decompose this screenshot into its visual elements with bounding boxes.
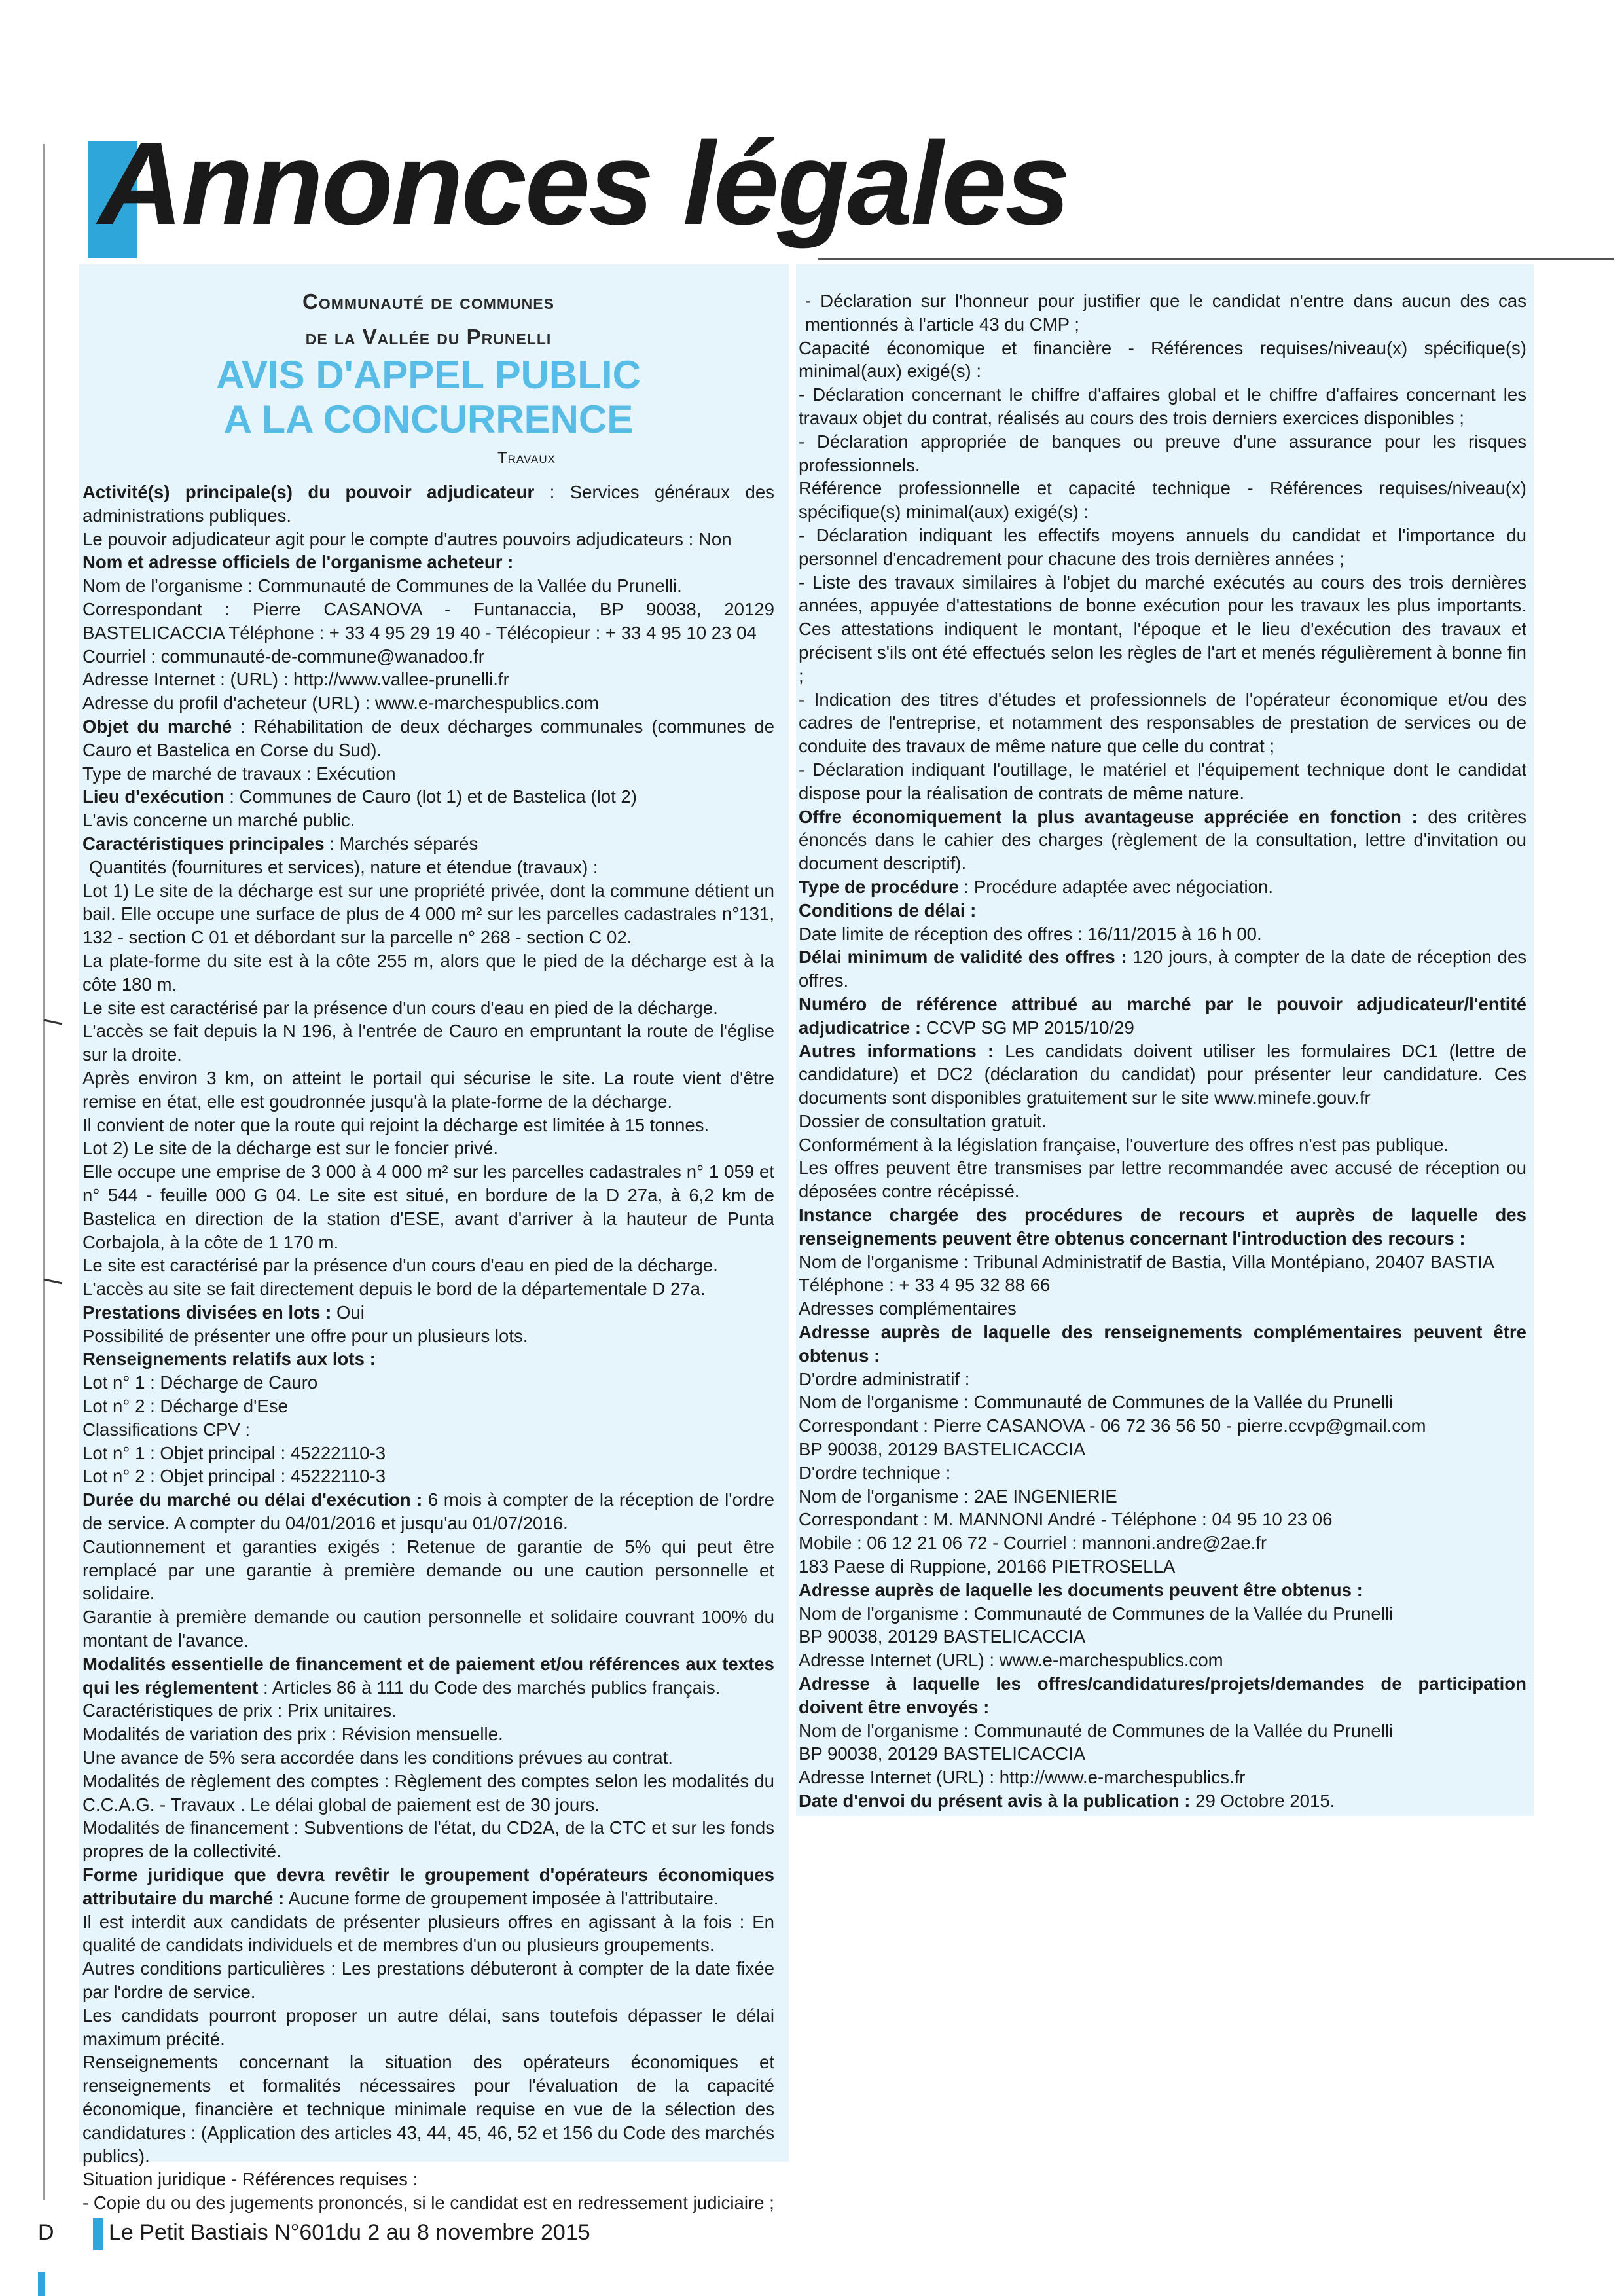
paragraph: Courriel : communauté-de-commune@wanadoo.fr — [82, 646, 484, 666]
section-label: Type de procédure — [799, 876, 959, 897]
paragraph — [799, 1203, 1526, 1250]
paragraph — [82, 1488, 774, 1535]
paragraph: D'ordre administratif : — [799, 1368, 970, 1389]
paragraph-text: : Communes de Cauro (lot 1) et de Bastelica (lot 2) — [224, 786, 637, 807]
margin-mark-icon — [43, 1019, 63, 1025]
paragraph: 183 Paese di Ruppione, 20166 PIETROSELLA — [799, 1556, 1176, 1577]
org-line-1: Communauté de communes — [302, 289, 554, 314]
paragraph — [799, 1578, 1526, 1602]
paragraph: Lot n° 1 : Décharge de Cauro — [82, 1372, 318, 1393]
paragraph: Mobile : 06 12 21 06 72 - Courriel : mannoni.andre@2ae.fr — [799, 1533, 1267, 1554]
paragraph: Nom de l'organisme : Tribunal Administratif de Bastia, Villa Montépiano, 20407 BASTIA — [799, 1251, 1495, 1272]
paragraph — [82, 1863, 774, 1910]
paragraph: Classifications CPV : — [82, 1419, 251, 1440]
paragraph — [82, 1652, 774, 1700]
paragraph-text: Les candidats doivent utiliser les formulaires DC1 (lettre de candidature) et DC2 (déclaration du candidat) pour présenter leur candidature. Ces documents sont disponibles gratuitement sur le site www.minefe.gouv.fr — [799, 1040, 1527, 1108]
paragraph-text: : Procédure adaptée avec négociation. — [958, 876, 1273, 897]
paragraph: BP 90038, 20129 BASTELICACCIA — [799, 1439, 1086, 1460]
paragraph-text: des critères énoncés dans le cahier des charges (règlement de la consultation, lettre d'invitation ou document descriptif). — [799, 806, 1526, 874]
paragraph: Il convient de noter que la route qui rejoint la décharge est limitée à 15 tonnes. — [82, 1114, 710, 1135]
paragraph: L'accès au site se fait directement depuis le bord de la départementale D 27a. — [82, 1279, 706, 1300]
paragraph: - Déclaration concernant le chiffre d'affaires global et le chiffre d'affaires concernant les travaux objet du contrat, réalisés au cours des trois derniers exercices disponibles ; — [799, 384, 1526, 428]
paragraph: Nom de l'organisme : 2AE INGENIERIE — [799, 1485, 1117, 1506]
paragraph — [799, 875, 1526, 899]
paragraph: Modalités de financement : Subventions de l'état, du CD2A, de la CTC et sur les fonds propres de la collectivité. — [82, 1817, 774, 1862]
paragraph-text: 6 mois à compter de la réception de l'ordre de service. A compter du 04/01/2016 et jusqu'au 01/07/2016. — [82, 1489, 774, 1534]
paragraph: Modalités de règlement des comptes : Règlement des comptes selon les modalités du C.C.A.G. - Travaux . Le délai global de paiement est de 30 jours. — [82, 1770, 774, 1815]
section-label: Instance chargée des procédures de recours et auprès de laquelle des renseignements peuvent être obtenus concernant l'introduction des recours : — [799, 1205, 1526, 1248]
section-label: Modalités essentielle de financement et de paiement et/ou références aux textes qui les réglementent — [82, 1653, 774, 1698]
paragraph: - Déclaration indiquant l'outillage, le matériel et l'équipement technique dont le candidat dispose pour la réalisation de contrats de même nature. — [799, 759, 1526, 803]
paragraph — [799, 1040, 1526, 1110]
paragraph: Nom de l'organisme : Communauté de Communes de la Vallée du Prunelli — [799, 1603, 1394, 1624]
paragraph: L'avis concerne un marché public. — [82, 810, 355, 831]
paragraph-text: : Marchés séparés — [324, 833, 478, 854]
paragraph — [82, 1347, 774, 1371]
section-label: Forme juridique que devra revêtir le groupement d'opérateurs économiques attributaire du marché : — [82, 1865, 774, 1908]
section-label: Activité(s) principale(s) du pouvoir adjudicateur — [82, 482, 535, 502]
paragraph: Caractéristiques de prix : Prix unitaires. — [82, 1700, 397, 1721]
paragraph-text: CCVP SG MP 2015/10/29 — [921, 1017, 1134, 1038]
footer-accent-bar — [93, 2218, 103, 2250]
bottom-accent-bar — [38, 2272, 45, 2296]
section-label: Adresse à laquelle les offres/candidatures/projets/demandes de participation doivent être envoyés : — [799, 1673, 1526, 1717]
paragraph: Téléphone : + 33 4 95 32 88 66 — [799, 1275, 1051, 1296]
section-label: Délai minimum de validité des offres : — [799, 947, 1127, 968]
org-line-2: de la Vallée du Prunelli — [305, 325, 552, 349]
page-title: Annonces légales — [98, 118, 1069, 249]
paragraph: Lot n° 2 : Décharge d'Ese — [82, 1396, 288, 1417]
paragraph: Capacité économique et financière - Références requises/niveau(x) spécifique(s) minimal(aux) exigé(s) : — [799, 337, 1526, 382]
paragraph — [799, 993, 1526, 1040]
paragraph: Les candidats pourront proposer un autre délai, sans toutefois dépasser le délai maximum précité. — [82, 2005, 774, 2049]
paragraph — [799, 805, 1526, 875]
paragraph-text: : Articles 86 à 111 du Code des marchés publics français. — [258, 1677, 721, 1698]
paragraph: L'accès se fait depuis la N 196, à l'entrée de Cauro en empruntant la route de l'église sur la droite. — [82, 1021, 774, 1065]
paragraph — [82, 1301, 774, 1324]
paragraph: Correspondant : Pierre CASANOVA - Funtanaccia, BP 90038, 20129 BASTELICACCIA Téléphone : + 33 4 95 29 19 40 - Télécopieur : + 33 4 95 10 23 04 — [82, 598, 774, 643]
paragraph: - Déclaration indiquant les effectifs moyens annuels du candidat et l'importance du personnel d'encadrement pour chacune des trois dernières années ; — [799, 524, 1526, 569]
notice-title-line-2: A LA CONCURRENCE — [223, 397, 634, 441]
paragraph-text: : Services généraux des administrations publiques. — [82, 482, 774, 526]
paragraph-text: 29 Octobre 2015. — [1190, 1791, 1335, 1811]
paragraph: Dossier de consultation gratuit. — [799, 1110, 1047, 1131]
notice-type: Travaux — [497, 449, 556, 467]
paragraph: Les offres peuvent être transmises par lettre recommandée avec accusé de réception ou déposées contre récépissé. — [799, 1157, 1526, 1202]
page-letter: D — [38, 2220, 54, 2245]
paragraph: Conformément à la législation française, l'ouverture des offres n'est pas publique. — [799, 1134, 1449, 1155]
paragraph: Autres conditions particulières : Les prestations débuteront à compter de la date fixée par l'ordre de service. — [82, 1958, 774, 2002]
section-label: Caractéristiques principales — [82, 833, 325, 854]
paragraph: Possibilité de présenter une offre pour un plusieurs lots. — [82, 1325, 528, 1346]
paragraph: Nom de l'organisme : Communauté de Communes de la Vallée du Prunelli — [799, 1392, 1394, 1413]
section-label: Renseignements relatifs aux lots : — [82, 1349, 376, 1370]
section-label: Lieu d'exécution — [82, 786, 225, 807]
notice-column-right — [796, 264, 1534, 1816]
paragraph: D'ordre technique : — [799, 1462, 951, 1483]
paragraph — [799, 899, 1526, 922]
paragraph: - Copie du ou des jugements prononcés, si le candidat est en redressement judiciaire ; — [82, 2193, 774, 2214]
paragraph: Correspondant : Pierre CASANOVA - 06 72 36 56 50 - pierre.ccvp@gmail.com — [799, 1415, 1426, 1436]
paragraph-text: Oui — [331, 1302, 365, 1322]
paragraph: - Déclaration sur l'honneur pour justifier que le candidat n'entre dans aucun des cas mentionnés à l'article 43 du CMP ; — [805, 291, 1526, 335]
paragraph: - Indication des titres d'études et professionnels de l'opérateur économique et/ou des cadres de l'entreprise, et notamment des responsables de prestation de services ou de conduite des travaux de même nature que celle du contrat ; — [799, 689, 1526, 757]
paragraph: Quantités (fournitures et services), nature et étendue (travaux) : — [89, 856, 598, 877]
paragraph: - Déclaration appropriée de banques ou preuve d'une assurance pour les risques professionnels. — [799, 431, 1526, 475]
paragraph: Le pouvoir adjudicateur agit pour le compte d'autres pouvoirs adjudicateurs : Non — [82, 528, 732, 549]
paragraph: BP 90038, 20129 BASTELICACCIA — [799, 1743, 1086, 1764]
paragraph: Une avance de 5% sera accordée dans les conditions prévues au contrat. — [82, 1747, 673, 1768]
paragraph: Adresse Internet (URL) : www.e-marchespublics.com — [799, 1650, 1223, 1671]
section-label: Date d'envoi du présent avis à la publication : — [799, 1791, 1191, 1811]
page-edge-line — [43, 144, 45, 2200]
paragraph — [82, 785, 774, 809]
paragraph-text: 120 jours, à compter de la date de réception des offres. — [799, 947, 1526, 991]
paragraph — [82, 832, 774, 856]
section-label: Offre économiquement la plus avantageuse appréciée en fonction : — [799, 806, 1418, 827]
paragraph: Référence professionnelle et capacité technique - Références requises/niveau(x) spécifique(s) minimal(aux) exigé(s) : — [799, 478, 1526, 522]
paragraph — [799, 1789, 1526, 1813]
paragraph: Il est interdit aux candidats de présenter plusieurs offres en agissant à la fois : En qualité de candidats individuels et de membres d'un ou plusieurs groupements. — [82, 1911, 774, 1956]
paragraph: Le site est caractérisé par la présence d'un cours d'eau en pied de la décharge. — [82, 997, 718, 1018]
paragraph: Cautionnement et garanties exigés : Retenue de garantie de 5% qui peut être remplacé par une garantie à première demande ou une caution personnelle et solidaire. — [82, 1536, 774, 1604]
paragraph — [82, 715, 774, 762]
paragraph — [799, 1672, 1526, 1719]
paragraph: Le site est caractérisé par la présence d'un cours d'eau en pied de la décharge. — [82, 1255, 718, 1276]
section-label: Objet du marché — [82, 716, 232, 737]
margin-mark-icon — [43, 1278, 63, 1285]
paragraph: Nom de l'organisme : Communauté de Communes de la Vallée du Prunelli. — [82, 575, 682, 596]
paragraph: Adresses complémentaires — [799, 1298, 1017, 1319]
paragraph: La plate-forme du site est à la côte 255 m, alors que le pied de la décharge est à la côte 180 m. — [82, 950, 774, 994]
paragraph: BP 90038, 20129 BASTELICACCIA — [799, 1626, 1086, 1647]
paragraph: Correspondant : M. MANNONI André - Téléphone : 04 95 10 23 06 — [799, 1509, 1333, 1530]
paragraph: Lot n° 1 : Objet principal : 45222110-3 — [82, 1442, 386, 1463]
section-label: Adresse auprès de laquelle des renseignements complémentaires peuvent être obtenus : — [799, 1322, 1526, 1366]
paragraph: Lot n° 2 : Objet principal : 45222110-3 — [82, 1466, 386, 1487]
paragraph: Type de marché de travaux : Exécution — [82, 763, 396, 784]
paragraph — [799, 945, 1526, 993]
paragraph: Lot 2) Le site de la décharge est sur le foncier privé. — [82, 1138, 499, 1159]
section-label: Autres informations : — [799, 1040, 994, 1061]
paragraph — [82, 481, 774, 528]
paragraph: Nom de l'organisme : Communauté de Communes de la Vallée du Prunelli — [799, 1720, 1394, 1741]
section-label: Adresse auprès de laquelle les documents peuvent être obtenus : — [799, 1579, 1363, 1600]
paragraph-text: : Réhabilitation de deux décharges communales (communes de Cauro et Bastelica en Corse du Sud). — [82, 716, 774, 760]
section-label: Prestations divisées en lots : — [82, 1302, 332, 1322]
paragraph: Adresse Internet : (URL) : http://www.vallee-prunelli.fr — [82, 669, 509, 690]
paragraph: Modalités de variation des prix : Révision mensuelle. — [82, 1724, 503, 1745]
paragraph — [82, 551, 774, 574]
paragraph: Renseignements concernant la situation des opérateurs économiques et renseignements et formalités nécessaires pour l'évaluation de la capacité économique, financière et technique minimale requise en vue de la sélection des candidatures : (Application des articles 43, 44, 45, 46, 52 et 156 du Code des marchés publics). — [82, 2052, 774, 2166]
notice-column-left — [79, 264, 789, 2214]
paragraph — [799, 1321, 1526, 1368]
paragraph: - Liste des travaux similaires à l'objet du marché exécutés au cours des trois dernières années, appuyée d'attestations de bonne exécution pour les travaux les plus importants. Ces attestations indiquent le montant, l'époque et le lieu d'exécution des travaux et précisent s'ils ont été effectués selon les règles de l'art et menés régulièrement à bonne fin ; — [799, 572, 1526, 686]
paragraph: Lot 1) Le site de la décharge est sur une propriété privée, dont la commune détient un bail. Elle occupe une surface de plus de 4 000 m² sur les parcelles cadastrales n°131, 132 - section C 01 et débordant sur la parcelle n° 268 - section C 02. — [82, 880, 774, 948]
section-label: Durée du marché ou délai d'exécution : — [82, 1489, 423, 1510]
paragraph: Situation juridique - Références requises : — [82, 2169, 418, 2190]
section-label: Nom et adresse officiels de l'organisme acheteur : — [82, 552, 514, 573]
notice-title-line-1: AVIS D'APPEL PUBLIC — [216, 353, 641, 397]
paragraph: Après environ 3 km, on atteint le portail qui sécurise le site. La route vient d'être remise en état, elle est goudronnée jusqu'à la plate-forme de la décharge. — [82, 1067, 774, 1112]
paragraph: Date limite de réception des offres : 16/11/2015 à 16 h 00. — [799, 923, 1262, 944]
paragraph: Adresse Internet (URL) : http://www.e-marchespublics.fr — [799, 1767, 1246, 1788]
paragraph: Adresse du profil d'acheteur (URL) : www.e-marchespublics.com — [82, 693, 599, 714]
section-label: Numéro de référence attribué au marché par le pouvoir adjudicateur/l'entité adjudicatrice : — [799, 993, 1526, 1038]
header-rule — [818, 258, 1614, 260]
publication-info: Le Petit Bastiais N°601du 2 au 8 novembre 2015 — [109, 2220, 590, 2245]
paragraph-text: Aucune forme de groupement imposée à l'attributaire. — [284, 1887, 719, 1908]
section-label: Conditions de délai : — [799, 900, 977, 920]
paragraph: Garantie à première demande ou caution personnelle et solidaire couvrant 100% du montant de l'avance. — [82, 1607, 774, 1651]
paragraph: Elle occupe une emprise de 3 000 à 4 000 m² sur les parcelles cadastrales n° 1 059 et n° 544 - feuille 000 G 04. Le site est situé, en bordure de la D 27a, à 6,2 km de Bastelica en direction de la station d'ESE, avant d'arriver à la hauteur de Punta Corbajola, à la côte de 1 170 m. — [82, 1161, 774, 1252]
